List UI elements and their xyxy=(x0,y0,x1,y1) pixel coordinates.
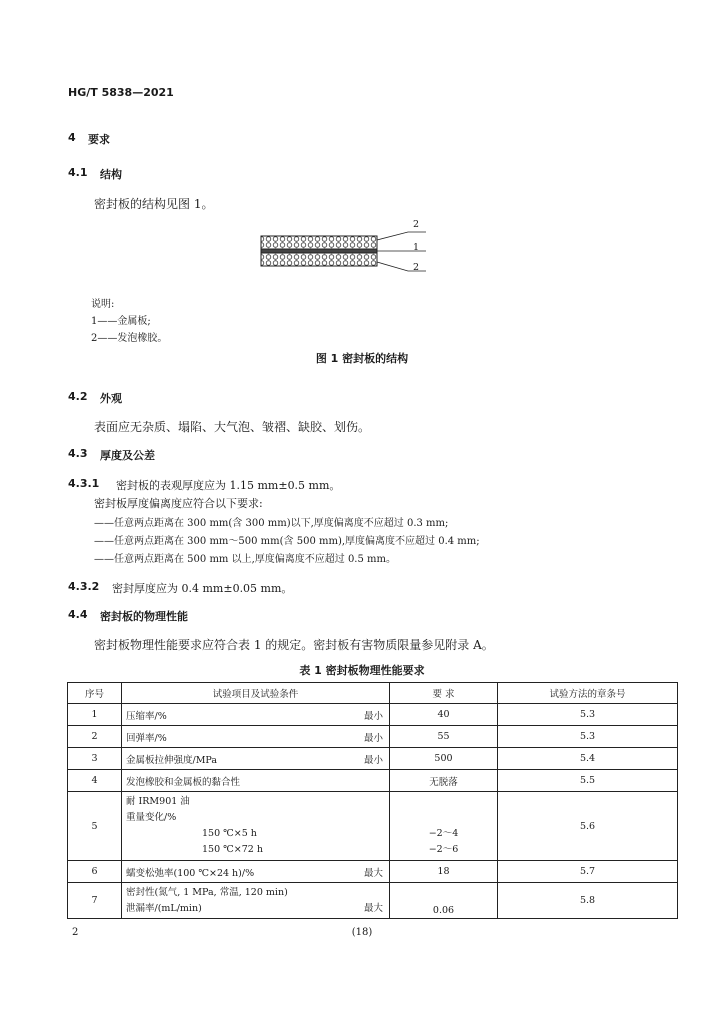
section-4-2-number: 4.2 xyxy=(68,390,88,403)
figure-label-middle: 1 xyxy=(413,242,420,253)
row-item-line: 150 ℃×72 h xyxy=(202,844,263,855)
header-requirement: 要 求 xyxy=(390,683,498,704)
row-item-line: 泄漏率/(mL/min) xyxy=(126,902,202,914)
section-4-title: 要求 xyxy=(88,133,110,146)
table-row xyxy=(68,770,678,792)
section-4-3-1-number: 4.3.1 xyxy=(68,477,100,490)
figure-legend-title: 说明: xyxy=(91,299,115,310)
metal-plate-layer xyxy=(261,249,377,253)
row-limit: 最小 xyxy=(363,732,383,744)
row-item xyxy=(122,704,390,726)
document-code: HG/T 5838—2021 xyxy=(68,86,174,99)
figure-label-bottom: 2 xyxy=(413,262,420,273)
row-item xyxy=(122,726,390,748)
row-method: 5.8 xyxy=(498,883,678,919)
foam-rubber-bottom-layer xyxy=(261,253,377,266)
row-requirement: 55 xyxy=(390,726,498,748)
header-method: 试验方法的章条号 xyxy=(498,683,678,704)
row-item xyxy=(122,748,390,770)
sealing-plate-structure-figure xyxy=(258,218,438,284)
section-4-1-text: 密封板的结构见图 1。 xyxy=(94,197,214,211)
row-requirement: 500 xyxy=(390,748,498,770)
footer-center-number: (18) xyxy=(351,927,373,938)
row-no: 7 xyxy=(68,883,122,919)
row-no: 3 xyxy=(68,748,122,770)
row-item-text: 蠕变松弛率(100 ℃×24 h)/% xyxy=(126,867,255,879)
table-row xyxy=(68,861,678,883)
row-item-line: 重量变化/% xyxy=(126,812,177,823)
table-row xyxy=(68,704,678,726)
row-no: 1 xyxy=(68,704,122,726)
row-item-text: 金属板拉伸强度/MPa xyxy=(126,754,218,766)
figure-legend-item-1: 1——金属板; xyxy=(91,316,151,327)
row-method: 5.4 xyxy=(498,748,678,770)
deviation-item-3: ——任意两点距离在 500 mm 以上,厚度偏离度不应超过 0.5 mm。 xyxy=(94,554,396,565)
section-4-3-1-text: 密封板的表观厚度应为 1.15 mm±0.5 mm。 xyxy=(116,479,341,492)
foam-rubber-top-layer xyxy=(261,236,377,249)
row-limit: 最小 xyxy=(363,710,383,722)
row-item-line: 150 ℃×5 h xyxy=(202,828,257,839)
table-1-caption: 表 1 密封板物理性能要求 xyxy=(299,664,425,677)
row-item xyxy=(122,883,390,919)
page-number: 2 xyxy=(72,927,79,938)
row-method: 5.6 xyxy=(498,792,678,861)
row-item-line: 耐 IRM901 油 xyxy=(126,796,190,807)
row-no: 4 xyxy=(68,770,122,792)
row-requirement-line: −2～4 xyxy=(428,828,459,839)
row-requirement: 40 xyxy=(390,704,498,726)
section-4-1-number: 4.1 xyxy=(68,166,88,179)
section-4-number: 4 xyxy=(68,131,76,144)
deviation-item-1: ——任意两点距离在 300 mm(含 300 mm)以下,厚度偏离度不应超过 0.3 mm; xyxy=(94,518,449,529)
figure-legend-item-2: 2——发泡橡胶。 xyxy=(91,333,168,344)
physical-properties-table xyxy=(67,682,678,919)
row-method: 5.3 xyxy=(498,726,678,748)
deviation-item-2: ——任意两点距离在 300 mm～500 mm(含 500 mm),厚度偏离度不应超过 0.4 mm; xyxy=(94,536,480,547)
row-requirement: 18 xyxy=(390,861,498,883)
section-4-4-title: 密封板的物理性能 xyxy=(100,610,188,623)
table-row xyxy=(68,748,678,770)
row-requirement-line: −2～6 xyxy=(428,844,459,855)
row-item-text: 回弹率/% xyxy=(126,732,167,744)
row-method: 5.5 xyxy=(498,770,678,792)
row-limit: 最大 xyxy=(363,903,383,914)
section-4-3-2-text: 密封厚度应为 0.4 mm±0.05 mm。 xyxy=(112,582,293,595)
row-item xyxy=(122,792,390,861)
row-item-line: 密封性(氮气, 1 MPa, 常温, 120 min) xyxy=(126,886,288,898)
row-method: 5.3 xyxy=(498,704,678,726)
leader-line-top xyxy=(377,232,426,240)
row-item xyxy=(122,861,390,883)
row-requirement: 无脱落 xyxy=(390,770,498,792)
row-no: 6 xyxy=(68,861,122,883)
header-item: 试验项目及试验条件 xyxy=(122,683,390,704)
section-4-3-number: 4.3 xyxy=(68,447,88,460)
figure-1-caption: 图 1 密封板的结构 xyxy=(315,352,409,365)
section-4-4-text: 密封板物理性能要求应符合表 1 的规定。密封板有害物质限量参见附录 A。 xyxy=(94,638,494,652)
row-limit: 最小 xyxy=(363,754,383,766)
section-4-3-title: 厚度及公差 xyxy=(100,449,155,462)
section-4-2-text: 表面应无杂质、塌陷、大气泡、皱褶、缺胶、划伤。 xyxy=(94,420,371,434)
row-no: 2 xyxy=(68,726,122,748)
row-method: 5.7 xyxy=(498,861,678,883)
table-row xyxy=(68,792,678,861)
table-row xyxy=(68,726,678,748)
row-requirement: 0.06 xyxy=(390,883,498,919)
row-no: 5 xyxy=(68,792,122,861)
row-requirement xyxy=(390,792,498,861)
table-row xyxy=(68,883,678,919)
section-4-3-1-intro: 密封板厚度偏离度应符合以下要求: xyxy=(94,497,263,510)
row-limit: 最大 xyxy=(363,867,383,879)
section-4-3-2-number: 4.3.2 xyxy=(68,580,100,593)
section-4-2-title: 外观 xyxy=(100,392,122,405)
section-4-4-number: 4.4 xyxy=(68,608,88,621)
figure-label-top: 2 xyxy=(413,219,420,230)
table-header-row xyxy=(68,683,678,704)
row-item: 发泡橡胶和金属板的黏合性 xyxy=(122,770,390,792)
row-item-text: 压缩率/% xyxy=(126,710,167,722)
section-4-1-title: 结构 xyxy=(100,168,122,181)
header-no: 序号 xyxy=(68,683,122,704)
